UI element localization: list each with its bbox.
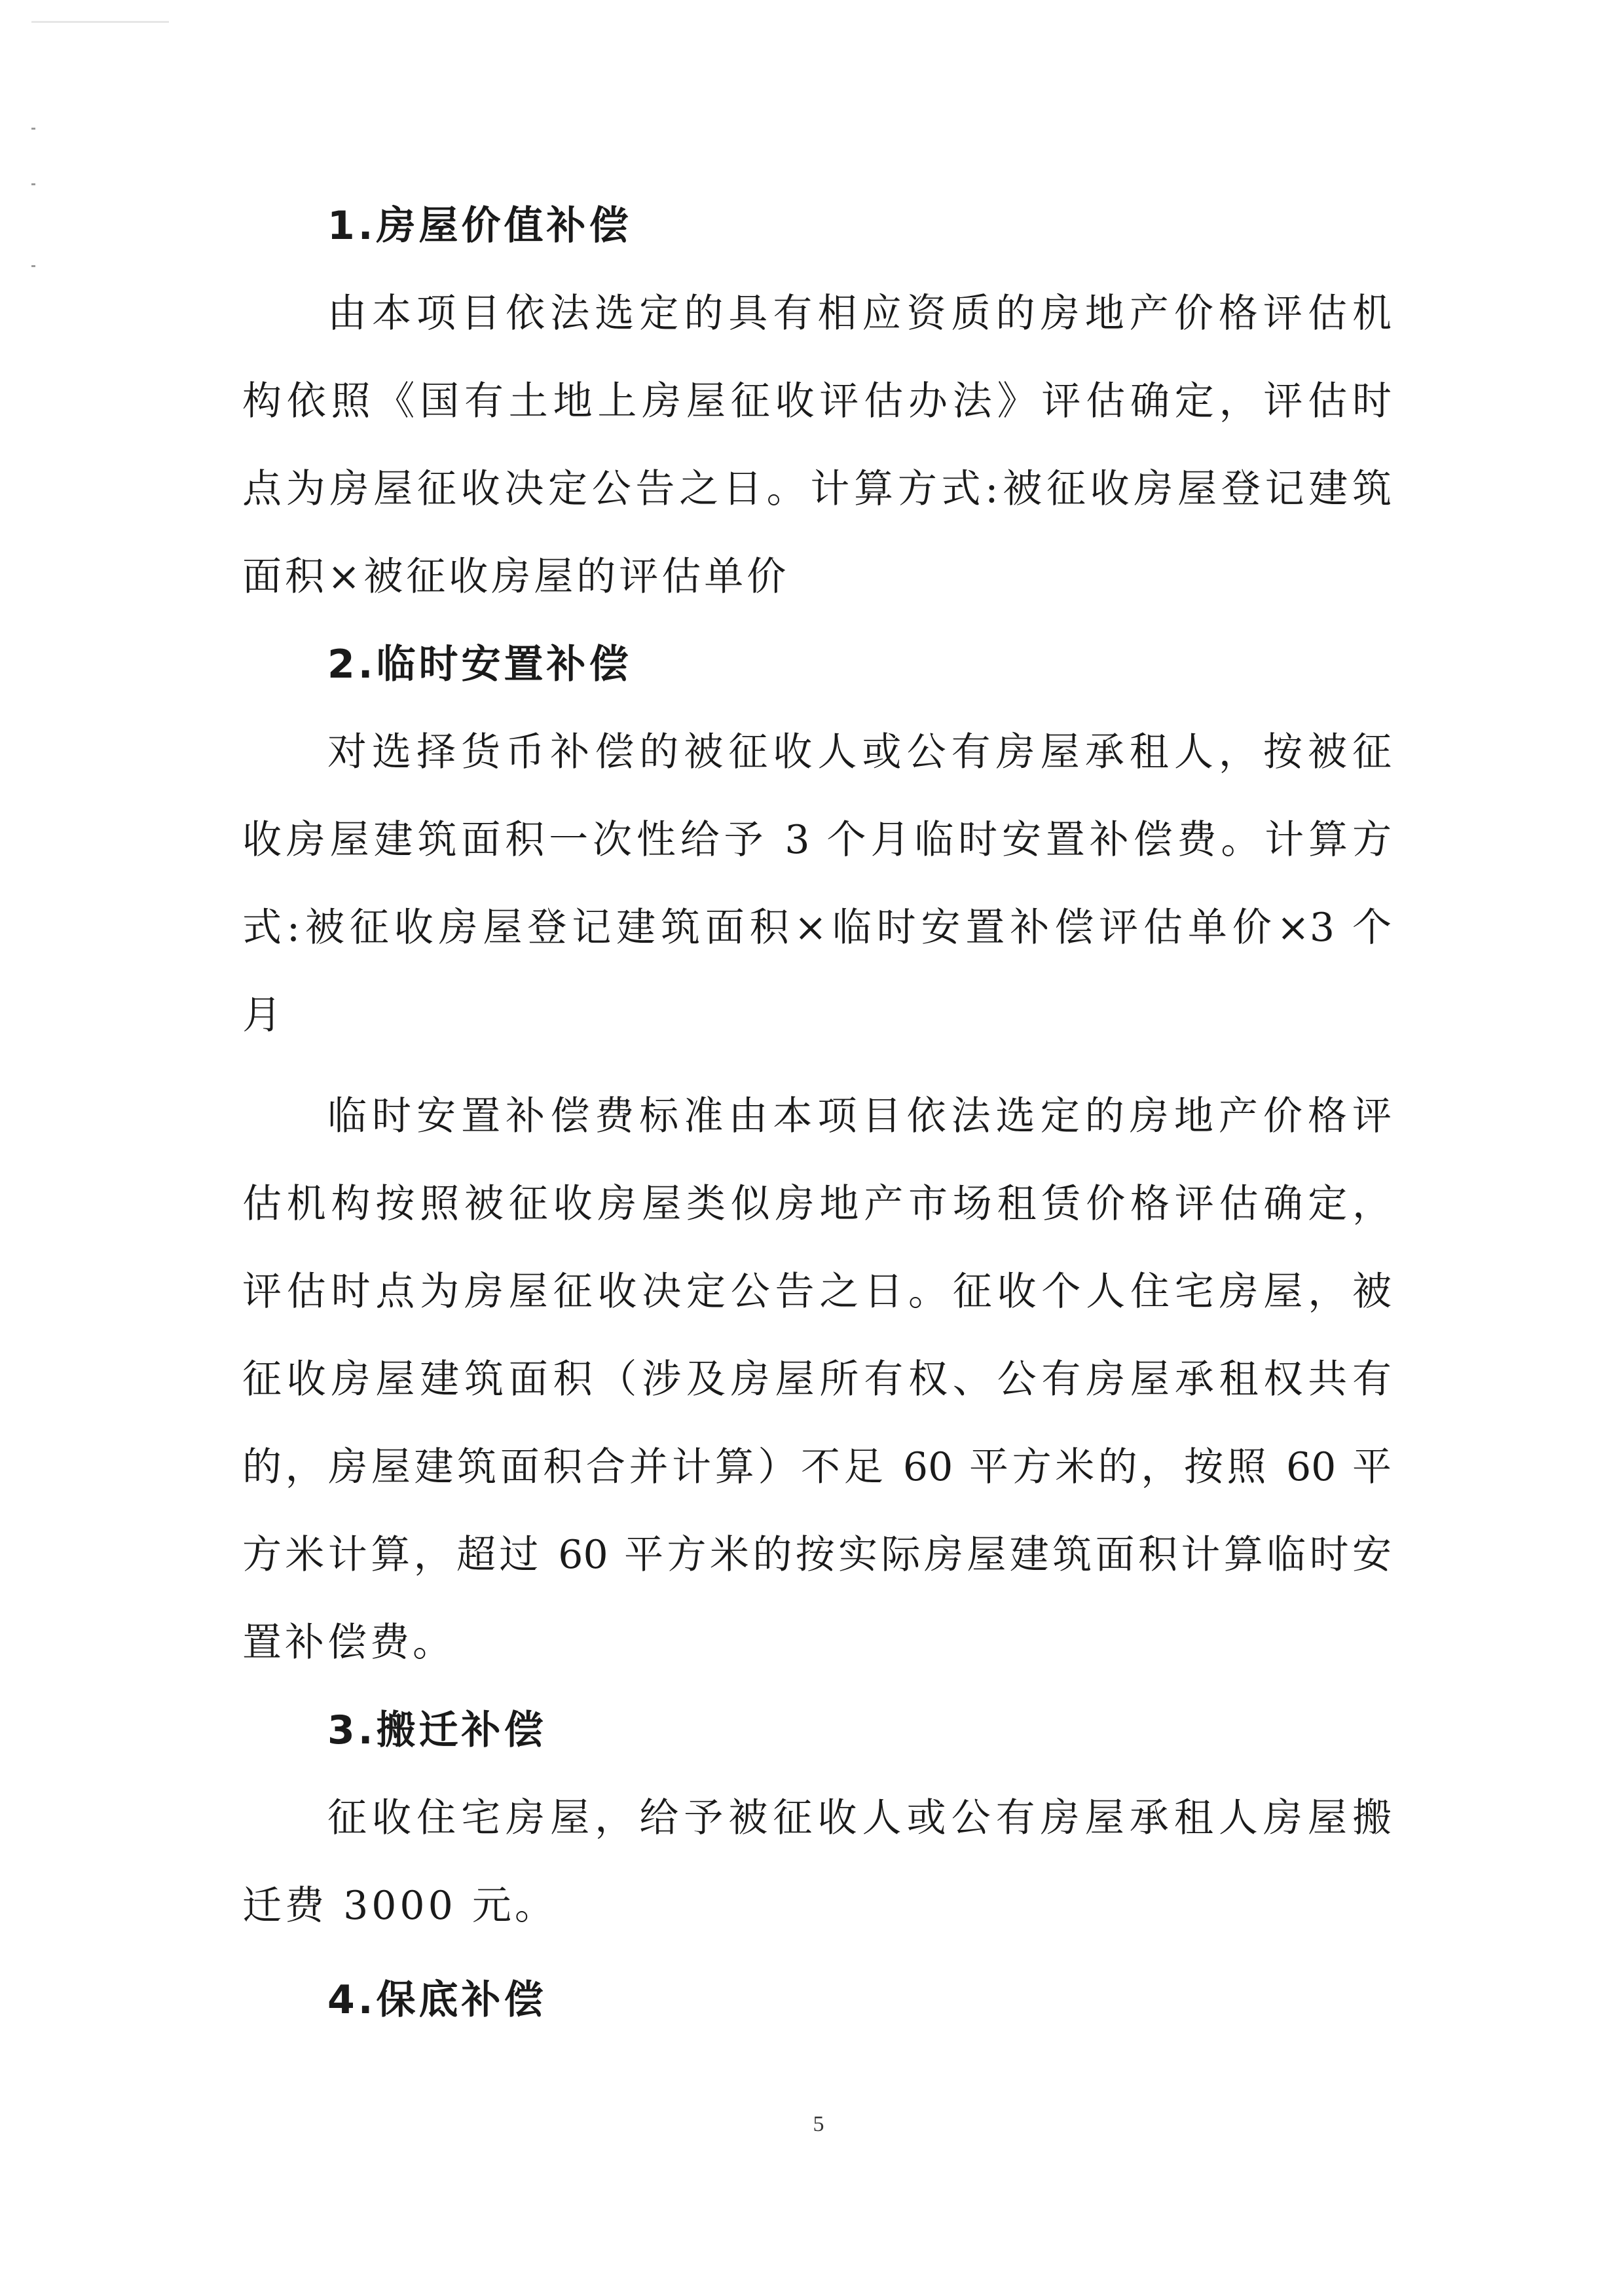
paragraph-line: 临时安置补偿费标准由本项目依法选定的房地产价格评	[327, 1093, 1392, 1139]
page-number: 5	[813, 2112, 824, 2136]
scan-mark	[31, 128, 35, 130]
paragraph-line: 置补偿费。	[242, 1620, 455, 1666]
paragraph-line: 点为房屋征收决定公告之日。计算方式:被征收房屋登记建筑	[242, 466, 1392, 512]
paragraph-line: 估机构按照被征收房屋类似房地产市场租赁价格评估确定，	[242, 1181, 1392, 1227]
paragraph-line: 由本项目依法选定的具有相应资质的房地产价格评估机	[327, 291, 1392, 337]
scan-mark	[31, 183, 35, 185]
paragraph-line: 征收房屋建筑面积（涉及房屋所有权、公有房屋承租权共有	[242, 1357, 1392, 1402]
paragraph-line: 收房屋建筑面积一次性给予 3 个月临时安置补偿费。计算方	[242, 817, 1392, 863]
section-heading: 4.保底补偿	[327, 1977, 547, 2023]
paragraph-line: 方米计算，超过 60 平方米的按实际房屋建筑面积计算临时安	[242, 1532, 1392, 1578]
section-heading: 2.临时安置补偿	[327, 642, 632, 687]
paragraph-line: 式:被征收房屋登记建筑面积×临时安置补偿评估单价×3 个	[242, 905, 1392, 951]
section-heading: 1.房屋价值补偿	[327, 203, 632, 249]
paragraph-line: 月	[242, 993, 285, 1038]
paragraph-line: 对选择货币补偿的被征收人或公有房屋承租人，按被征	[327, 729, 1392, 775]
paragraph-line: 评估时点为房屋征收决定公告之日。征收个人住宅房屋，被	[242, 1269, 1392, 1315]
scan-mark	[31, 21, 169, 23]
paragraph-line: 征收住宅房屋，给予被征收人或公有房屋承租人房屋搬	[327, 1795, 1392, 1841]
paragraph-line: 的，房屋建筑面积合并计算）不足 60 平方米的，按照 60 平	[242, 1444, 1392, 1490]
paragraph-line: 面积×被征收房屋的评估单价	[242, 554, 790, 600]
section-heading: 3.搬迁补偿	[327, 1707, 547, 1753]
paragraph-line: 构依照《国有土地上房屋征收评估办法》评估确定，评估时	[242, 378, 1392, 424]
scan-mark	[31, 265, 35, 267]
paragraph-line: 迁费 3000 元。	[242, 1883, 557, 1929]
